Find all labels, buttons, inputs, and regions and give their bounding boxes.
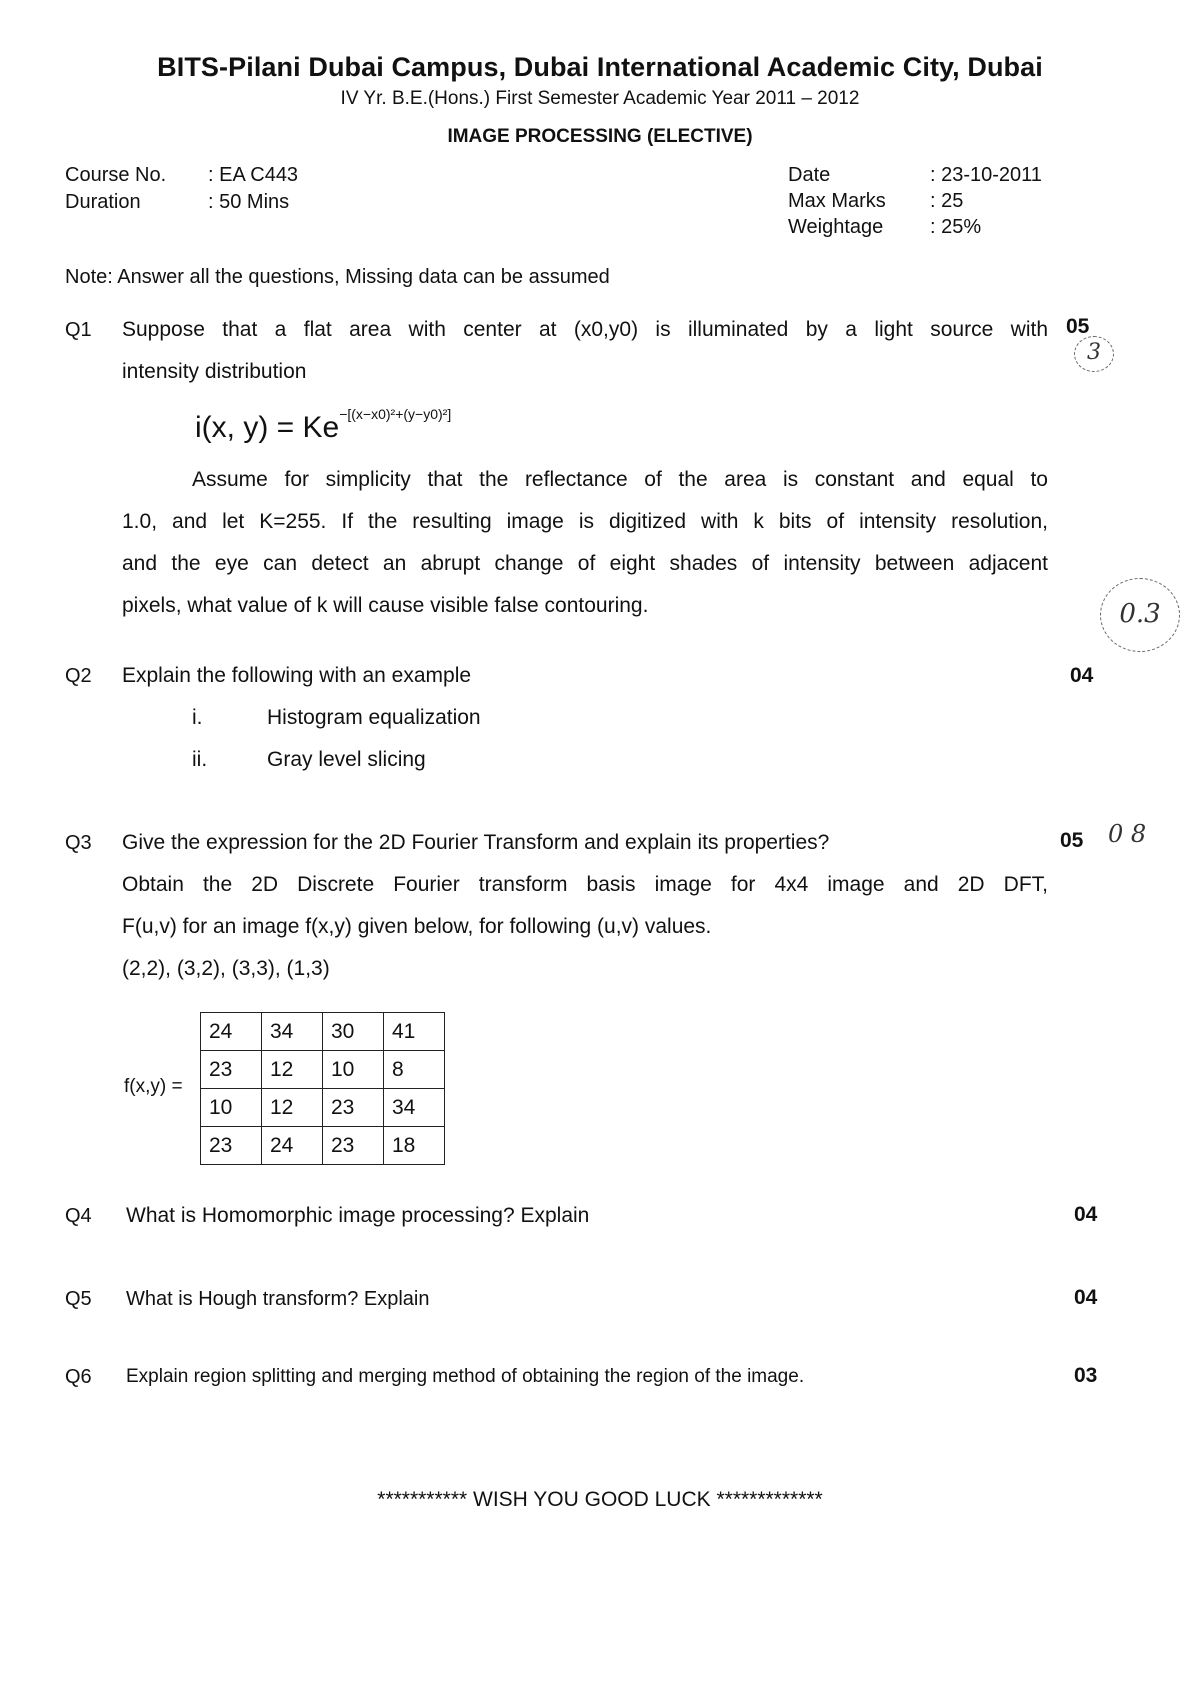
q1-formula-lhs: i(x, y) = Ke xyxy=(195,411,340,444)
q4-marks: 04 xyxy=(1074,1203,1098,1226)
matrix-cell: 24 xyxy=(201,1013,262,1051)
q6-number: Q6 xyxy=(65,1366,92,1388)
matrix-cell: 24 xyxy=(262,1127,323,1165)
q2-item-1-text: Histogram equalization xyxy=(267,706,481,729)
q3-line1: Give the expression for the 2D Fourier Transform and explain its properties? xyxy=(122,831,830,854)
matrix-cell: 34 xyxy=(262,1013,323,1051)
matrix-cell: 41 xyxy=(384,1013,445,1051)
q3-line2: Obtain the 2D Discrete Fourier transform basis image for 4x4 image and 2D DFT, xyxy=(122,873,1048,896)
footer-good-luck: *********** WISH YOU GOOD LUCK ************* xyxy=(377,1488,823,1511)
q5-text: What is Hough transform? Explain xyxy=(126,1288,430,1310)
matrix-row xyxy=(201,1127,445,1165)
q2-number: Q2 xyxy=(65,665,92,687)
instructions-note: Note: Answer all the questions, Missing data can be assumed xyxy=(65,266,610,288)
q1-line1: Suppose that a flat area with center at (x0,y0) is illuminated by a light source with xyxy=(122,318,1048,341)
q6-marks: 03 xyxy=(1074,1364,1098,1387)
q3-matrix xyxy=(200,1012,445,1165)
matrix-cell: 12 xyxy=(262,1089,323,1127)
q1-line2: intensity distribution xyxy=(122,360,307,383)
q1-handwritten-score-2: 0.3 xyxy=(1100,578,1180,652)
q3-handwritten-score: 0 8 xyxy=(1108,820,1147,848)
institution-title: BITS-Pilani Dubai Campus, Dubai International Academic City, Dubai xyxy=(157,52,1043,82)
program-subtitle: IV Yr. B.E.(Hons.) First Semester Academic Year 2011 – 2012 xyxy=(340,88,860,109)
q1-formula-exponent: −[(x−x0)²+(y−y0)²] xyxy=(339,406,452,422)
q2-item-2-text: Gray level slicing xyxy=(267,748,426,771)
q1-formula xyxy=(195,406,451,445)
course-no-label: Course No. xyxy=(65,164,167,186)
q3-line3: F(u,v) for an image f(x,y) given below, for following (u,v) values. xyxy=(122,915,712,938)
q2-item-2-roman: ii. xyxy=(192,748,208,771)
q2-marks: 04 xyxy=(1070,664,1094,687)
matrix-cell: 23 xyxy=(323,1089,384,1127)
q4-number: Q4 xyxy=(65,1205,92,1227)
matrix-cell: 23 xyxy=(323,1127,384,1165)
q5-marks: 04 xyxy=(1074,1286,1098,1309)
q3-line4: (2,2), (3,2), (3,3), (1,3) xyxy=(122,957,330,980)
matrix-cell: 30 xyxy=(323,1013,384,1051)
duration-value: : 50 Mins xyxy=(208,191,290,213)
q2-item-1-roman: i. xyxy=(192,706,203,729)
q1-paragraph-line4: pixels, what value of k will cause visible false contouring. xyxy=(122,594,649,617)
q1-paragraph-line3: and the eye can detect an abrupt change of eight shades of intensity between adjacent xyxy=(122,552,1048,575)
q3-matrix-label: f(x,y) = xyxy=(124,1076,183,1097)
matrix-cell: 18 xyxy=(384,1127,445,1165)
matrix-cell: 10 xyxy=(323,1051,384,1089)
max-marks-value: : 25 xyxy=(930,190,964,212)
date-label: Date xyxy=(788,164,831,186)
q2-text: Explain the following with an example xyxy=(122,664,472,687)
q6-text: Explain region splitting and merging method of obtaining the region of the image. xyxy=(126,1366,805,1387)
q1-paragraph-line2: 1.0, and let K=255. If the resulting image is digitized with k bits of intensity resolution, xyxy=(122,510,1048,533)
course-no-value: : EA C443 xyxy=(208,164,299,186)
matrix-cell: 10 xyxy=(201,1089,262,1127)
q1-number: Q1 xyxy=(65,319,92,341)
matrix-cell: 8 xyxy=(384,1051,445,1089)
matrix-row xyxy=(201,1051,445,1089)
q3-number: Q3 xyxy=(65,832,92,854)
matrix-cell: 12 xyxy=(262,1051,323,1089)
q4-text: What is Homomorphic image processing? Explain xyxy=(126,1204,590,1227)
matrix-row xyxy=(201,1013,445,1051)
weightage-value: : 25% xyxy=(930,216,982,238)
date-value: : 23-10-2011 xyxy=(930,164,1042,186)
matrix-cell: 34 xyxy=(384,1089,445,1127)
course-title: IMAGE PROCESSING (ELECTIVE) xyxy=(447,126,753,147)
duration-label: Duration xyxy=(65,191,141,213)
q3-marks: 05 xyxy=(1060,829,1084,852)
matrix-cell: 23 xyxy=(201,1051,262,1089)
matrix-cell: 23 xyxy=(201,1127,262,1165)
q1-paragraph-line1: Assume for simplicity that the reflectance of the area is constant and equal to xyxy=(192,468,1048,491)
max-marks-label: Max Marks xyxy=(788,190,886,212)
q1-marks: 05 xyxy=(1066,315,1090,338)
q5-number: Q5 xyxy=(65,1288,92,1310)
matrix-row xyxy=(201,1089,445,1127)
q1-handwritten-score: 3 xyxy=(1074,336,1114,372)
weightage-label: Weightage xyxy=(788,216,884,238)
